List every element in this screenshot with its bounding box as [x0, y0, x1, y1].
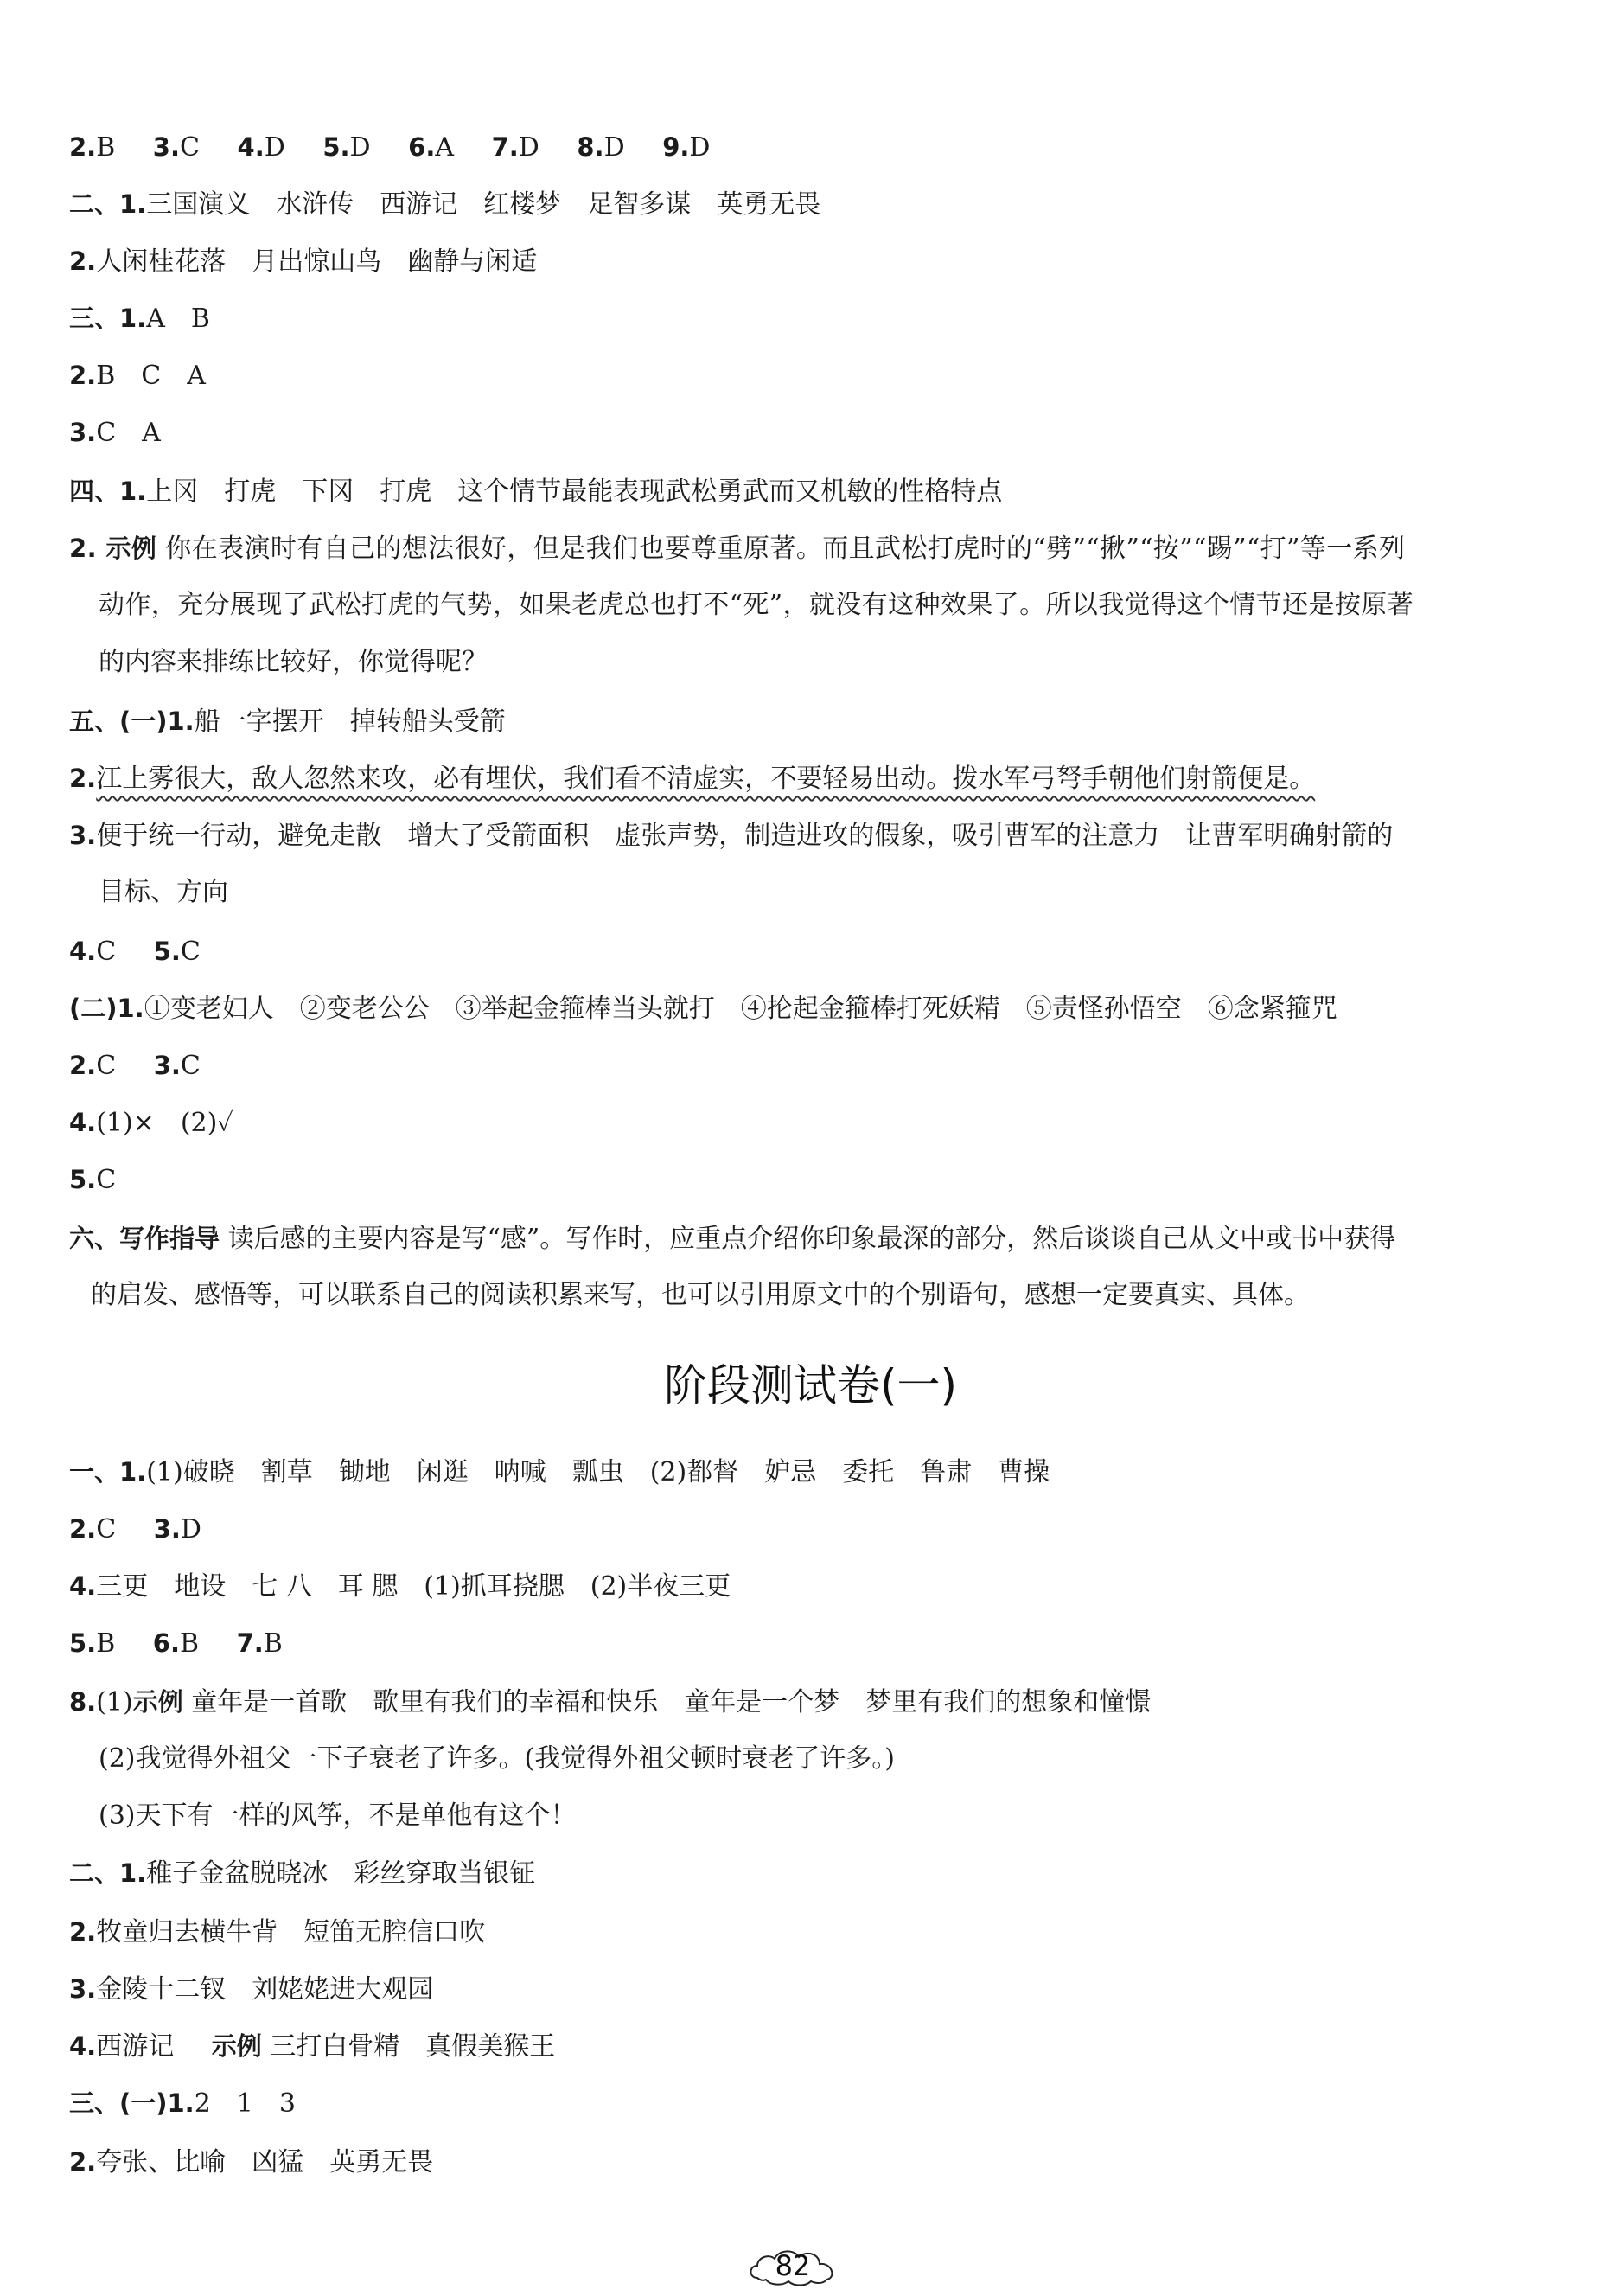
answer-text: 牧童归去横牛背 短笛无腔信口吹 — [96, 1917, 486, 1947]
question-number: 2. — [69, 1514, 97, 1544]
answer-line — [69, 1162, 116, 1197]
answer-line — [69, 1221, 1395, 1256]
answer-line — [69, 301, 210, 336]
answer-text: C — [96, 937, 117, 967]
answer-text: B — [96, 132, 116, 163]
answer-line — [69, 1626, 283, 1660]
question-number: 4. — [69, 1571, 97, 1601]
answer-text: D — [689, 132, 711, 163]
answer-text: 动作，充分展现了武松打虎的气势，如果老虎总也打不“死”，就没有这种效果了。所以我觉得这个情节还是按原著 — [99, 590, 1414, 620]
question-number: 2. — [69, 764, 97, 793]
answer-text: C — [96, 1165, 117, 1195]
section-title: 阶段测试卷(一) — [663, 1360, 957, 1410]
question-number: 3. — [152, 132, 180, 162]
question-number: 2. — [69, 1051, 97, 1080]
answer-line — [69, 187, 820, 221]
answer-line — [69, 531, 1405, 566]
example-label: 示例 — [132, 1687, 183, 1717]
example-label: 示例 — [211, 2031, 262, 2061]
answer-text: 你在表演时有自己的想法很好，但是我们也要尊重原著。而且武松打虎时的“劈”“揪”“按”“踢”“打”等一系列 — [165, 534, 1406, 564]
answer-text: 目标、方向 — [99, 877, 228, 907]
answer-text: B — [96, 1628, 116, 1659]
answer-line — [69, 415, 161, 450]
answer-line — [69, 1915, 485, 1949]
answer-line — [69, 244, 537, 278]
answer-line — [69, 1856, 535, 1890]
answer-text: 夸张、比喻 凶猛 英勇无畏 — [96, 2147, 434, 2178]
question-number: 3. — [69, 821, 97, 850]
question-number: 2. — [69, 361, 97, 390]
answer-line-continued — [91, 1278, 1310, 1313]
answer-text: A — [435, 132, 455, 163]
answer-line — [69, 704, 506, 739]
answer-text: 稚子金盆脱晓冰 彩丝穿取当银钲 — [146, 1858, 536, 1889]
underlined-answer-text: 江上雾很大，敌人忽然来攻，必有埋伏，我们看不清虚实，不要轻易出动。拨水军弓弩手朝他们射箭便是。 — [96, 764, 1316, 794]
answer-text: 的内容来排练比较好，你觉得呢？ — [99, 647, 488, 677]
answer-text: 三更 地设 七 八 耳 腮 (1)抓耳挠腮 (2)半夜三更 — [96, 1571, 731, 1602]
answer-line — [69, 2086, 296, 2120]
answer-text: B — [180, 1628, 200, 1659]
answer-line — [69, 934, 201, 969]
question-number: 2. — [69, 246, 97, 276]
answer-line — [69, 2029, 555, 2063]
question-number: 2. 示例 — [69, 534, 157, 563]
question-number: 二、1. — [69, 1858, 147, 1888]
answer-text: 金陵十二钗 刘姥姥进大观园 — [96, 1974, 434, 2005]
answer-text: D — [180, 1514, 201, 1545]
answer-text: 童年是一首歌 歌里有我们的幸福和快乐 童年是一个梦 梦里有我们的想象和憧憬 — [191, 1687, 1152, 1717]
answer-text: 船一字摆开 掉转船头受箭 — [194, 707, 506, 737]
answer-text: 上冈 打虎 下冈 打虎 这个情节最能表现武松勇武而又机敏的性格特点 — [146, 476, 1003, 507]
question-number: 5. — [69, 1165, 97, 1194]
question-number: 8. — [69, 1687, 97, 1717]
answer-text: (2)我觉得外祖父一下子衰老了许多。(我觉得外祖父顿时衰老了许多。) — [99, 1743, 895, 1774]
answer-line-continued — [99, 875, 228, 910]
answer-line — [69, 761, 1315, 796]
answer-text: B — [263, 1628, 283, 1659]
question-number: 4. — [69, 2031, 97, 2061]
question-number: 7. — [236, 1628, 264, 1658]
answer-text: C — [96, 1514, 117, 1545]
question-number: (二)1. — [69, 994, 144, 1023]
question-number: 2. — [69, 132, 97, 162]
answer-line-continued — [99, 1742, 895, 1776]
answer-text: C — [96, 1051, 117, 1081]
page-number: 82 — [775, 2249, 811, 2282]
answer-text: (1)破晓 割草 锄地 闲逛 呐喊 瓢虫 (2)都督 妒忌 委托 鲁肃 曹操 — [146, 1457, 1050, 1487]
answer-text: B C A — [96, 361, 206, 391]
answer-line-continued — [99, 588, 1414, 623]
answer-text: (1) — [96, 1687, 133, 1717]
answer-line — [69, 818, 1393, 853]
answer-text: D — [349, 132, 371, 163]
answer-line — [69, 130, 710, 164]
answer-line — [69, 358, 206, 393]
answer-text: ①变老妇人 ②变老公公 ③举起金箍棒当头就打 ④抡起金箍棒打死妖精 ⑤责怪孙悟空 ⑥念紧箍咒 — [144, 994, 1337, 1024]
question-number: 6. — [152, 1628, 180, 1658]
question-number: 4. — [69, 937, 97, 966]
answer-text: 2 1 3 — [194, 2088, 296, 2119]
question-number: 三、1. — [69, 304, 147, 333]
answer-line — [69, 1455, 1050, 1489]
answer-line-continued — [99, 645, 488, 680]
answer-text: D — [518, 132, 539, 163]
answer-text: 的启发、感悟等，可以联系自己的阅读积累来写，也可以引用原文中的个别语句，感想一定要真实、具体。 — [91, 1280, 1310, 1310]
answer-line — [69, 1105, 234, 1140]
question-number: 8. — [577, 132, 604, 162]
question-number: 六、写作指导 — [69, 1224, 220, 1253]
answer-line — [69, 474, 1002, 508]
question-number: 三、(一)1. — [69, 2088, 195, 2118]
answer-line — [69, 1512, 201, 1546]
answer-text: 三国演义 水浒传 西游记 红楼梦 足智多谋 英勇无畏 — [146, 189, 821, 220]
answer-line — [69, 1569, 731, 1603]
question-number: 4. — [237, 132, 265, 162]
answer-text: C — [180, 132, 200, 163]
answer-text: 三打白骨精 真假美猴王 — [270, 2031, 556, 2062]
question-number: 9. — [662, 132, 690, 162]
answer-line-continued — [99, 1799, 577, 1833]
question-number: 6. — [408, 132, 436, 162]
question-number: 3. — [69, 1974, 97, 2004]
answer-text: C A — [96, 418, 161, 448]
answer-text: D — [264, 132, 285, 163]
answer-line — [69, 2145, 433, 2179]
answer-text: 西游记 — [96, 2031, 175, 2062]
question-number: 5. — [153, 937, 181, 966]
question-number: 二、1. — [69, 189, 147, 219]
answer-text: C — [180, 937, 201, 967]
answer-text: D — [603, 132, 625, 163]
question-number: 2. — [69, 1917, 97, 1947]
answer-text: 人闲桂花落 月出惊山鸟 幽静与闲适 — [96, 246, 538, 277]
question-number: 3. — [153, 1514, 181, 1544]
page-number-badge — [745, 2243, 840, 2288]
answer-text: 便于统一行动，避免走散 增大了受箭面积 虚张声势，制造进攻的假象，吸引曹军的注意力 让曹军明确射箭的 — [96, 821, 1394, 851]
question-number: 3. — [69, 418, 97, 447]
answer-line — [69, 1685, 1151, 1719]
question-number: 一、1. — [69, 1457, 147, 1487]
question-number: 4. — [69, 1108, 97, 1137]
question-number: 3. — [153, 1051, 181, 1080]
answer-text: 读后感的主要内容是写“感”。写作时，应重点介绍你印象最深的部分，然后谈谈自己从文中或书中获得 — [227, 1224, 1396, 1254]
question-number: 5. — [69, 1628, 97, 1658]
answer-line — [69, 991, 1337, 1026]
question-number: 五、(一)1. — [69, 707, 195, 736]
answer-text: C — [180, 1051, 201, 1081]
answer-line — [69, 1972, 433, 2006]
question-number: 四、1. — [69, 476, 147, 506]
question-number: 2. — [69, 2147, 97, 2177]
question-number: 7. — [491, 132, 519, 162]
answer-line — [69, 1048, 201, 1083]
answer-text: (1)× (2)✓ — [96, 1108, 234, 1138]
answer-text: (3)天下有一样的风筝，不是单他有这个！ — [99, 1800, 577, 1831]
question-number: 5. — [322, 132, 350, 162]
answer-text: A B — [146, 304, 210, 334]
